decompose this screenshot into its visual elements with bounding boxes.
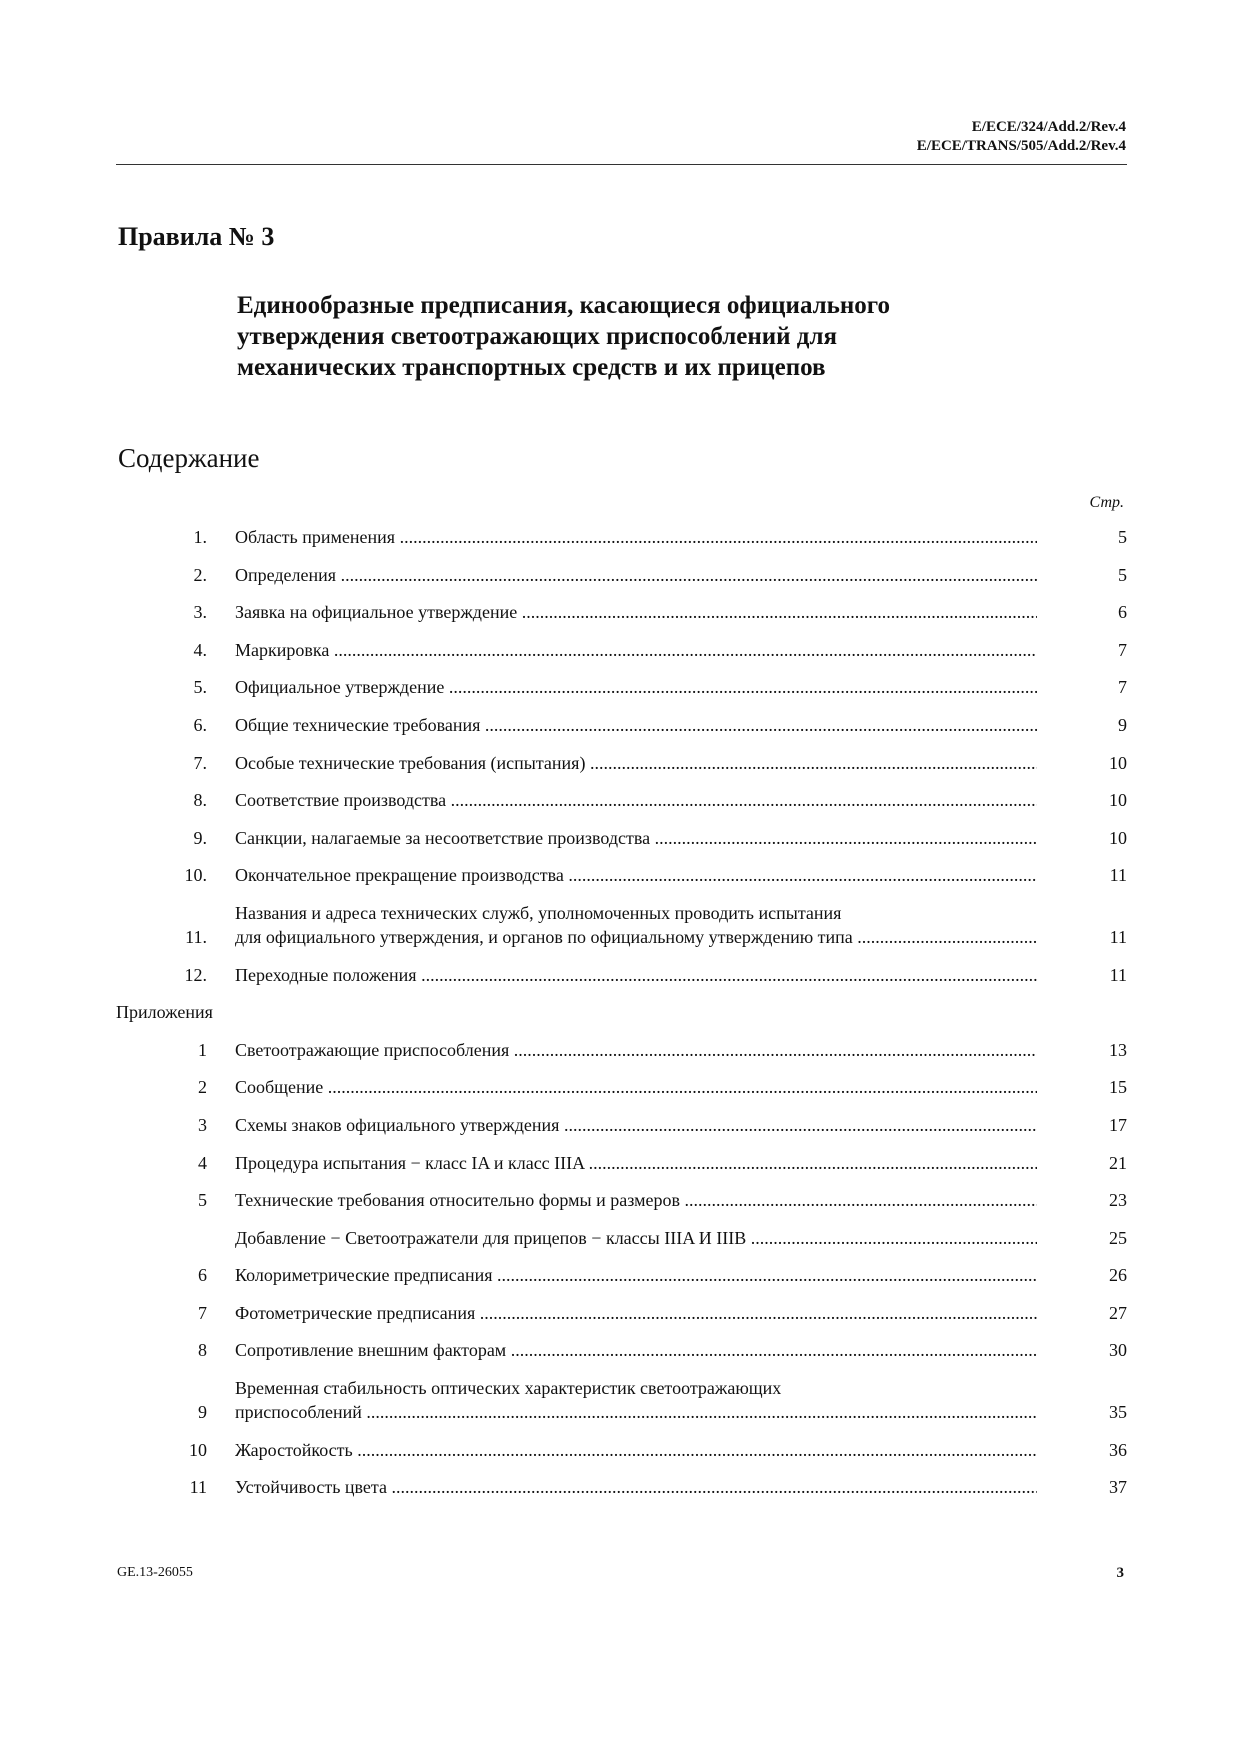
toc-page: 5 xyxy=(1118,527,1127,547)
toc-row[interactable] xyxy=(116,963,1127,987)
annex-row[interactable] xyxy=(116,1151,1127,1175)
toc-row[interactable] xyxy=(116,563,1127,587)
toc-number: 7. xyxy=(193,752,207,773)
annex-title xyxy=(235,1376,1037,1424)
toc-page: 6 xyxy=(1118,602,1127,623)
table-of-contents xyxy=(116,525,1127,1513)
annex-page: 36 xyxy=(1109,1439,1127,1460)
toc-row[interactable] xyxy=(116,525,1127,549)
annex-title-line-2: приспособлений ..... xyxy=(235,1400,1037,1424)
annex-row[interactable] xyxy=(116,1226,1127,1250)
toc-row[interactable] xyxy=(116,788,1127,812)
annex-title: Процедура испытания − класс IA и класс IIIA ..... xyxy=(235,1151,1037,1175)
annex-number: 6 xyxy=(198,1265,207,1286)
toc-title: Переходные положения ..... xyxy=(235,963,1037,987)
annex-number: 7 xyxy=(198,1302,207,1323)
toc-title-line-1: Названия и адреса технических служб, уполномоченных проводить испытания xyxy=(235,902,842,923)
annex-row[interactable] xyxy=(116,1301,1127,1325)
annex-page: 26 xyxy=(1109,1265,1127,1286)
toc-page: 7 xyxy=(1118,639,1127,660)
annex-title: Фотометрические предписания ..... xyxy=(235,1301,1037,1325)
toc-title: Санкции, налагаемые за несоответствие производства ..... xyxy=(235,826,1037,850)
toc-page: 7 xyxy=(1118,677,1127,698)
annex-number: 5 xyxy=(198,1190,207,1211)
annex-number: 8 xyxy=(198,1340,207,1361)
annex-title: Светоотражающие приспособления ..... xyxy=(235,1038,1037,1062)
toc-row[interactable] xyxy=(116,675,1127,699)
document-symbol-1: E/ECE/324/Add.2/Rev.4 xyxy=(971,119,1126,135)
annex-title: Колориметрические предписания ..... xyxy=(235,1263,1037,1287)
annex-row[interactable] xyxy=(116,1475,1127,1499)
toc-page: 10 xyxy=(1109,790,1127,811)
toc-title: Соответствие производства ..... xyxy=(235,788,1037,812)
annex-row[interactable] xyxy=(116,1338,1127,1362)
toc-title: Маркировка ..... xyxy=(235,638,1037,662)
toc-title: Определения ..... xyxy=(235,563,1037,587)
annex-number: 2 xyxy=(198,1077,207,1098)
toc-number: 8. xyxy=(193,790,207,811)
toc-number: 5. xyxy=(193,677,207,698)
toc-row[interactable] xyxy=(116,600,1127,624)
annex-title-line-1: Временная стабильность оптических характеристик светоотражающих xyxy=(235,1378,782,1399)
annex-row[interactable] xyxy=(116,1376,1127,1424)
annex-row[interactable] xyxy=(116,1038,1127,1062)
toc-number: 3. xyxy=(193,602,207,623)
job-number: GE.13-26055 xyxy=(117,1565,193,1580)
annex-number: 4 xyxy=(198,1152,207,1173)
toc-number: 12. xyxy=(184,964,207,985)
toc-title: Заявка на официальное утверждение ..... xyxy=(235,600,1037,624)
annex-title: Схемы знаков официального утверждения ..... xyxy=(235,1113,1037,1137)
toc-page: 11 xyxy=(1109,926,1127,947)
toc-page: 10 xyxy=(1109,752,1127,773)
toc-number: 4. xyxy=(193,639,207,660)
annex-page: 23 xyxy=(1109,1190,1127,1211)
toc-number: 10. xyxy=(184,865,207,886)
toc-row[interactable] xyxy=(116,713,1127,737)
header-divider xyxy=(116,164,1127,165)
toc-number: 6. xyxy=(193,714,207,735)
annex-page: 25 xyxy=(1109,1227,1127,1248)
annex-title: Устойчивость цвета ..... xyxy=(235,1475,1037,1499)
annex-page: 21 xyxy=(1109,1152,1127,1173)
annex-page: 15 xyxy=(1109,1077,1127,1098)
annex-row[interactable] xyxy=(116,1438,1127,1462)
page-column-label: Стр. xyxy=(1089,494,1124,511)
annex-title: Сопротивление внешним факторам ..... xyxy=(235,1338,1037,1362)
rule-title: Правила № 3 xyxy=(118,222,275,251)
annex-row[interactable] xyxy=(116,1188,1127,1212)
annex-page: 35 xyxy=(1109,1402,1127,1423)
annex-title: Технические требования относительно формы и размеров ..... xyxy=(235,1188,1037,1212)
annex-page: 27 xyxy=(1109,1302,1127,1323)
toc-title: Область применения ..... xyxy=(235,525,1037,549)
annex-title: Добавление − Светоотражатели для прицепов − классы IIIA И IIIB ..... xyxy=(235,1226,1037,1250)
annex-row[interactable] xyxy=(116,1113,1127,1137)
toc-page: 10 xyxy=(1109,827,1127,848)
toc-page: 9 xyxy=(1118,714,1127,735)
toc-number: 11. xyxy=(185,926,207,947)
contents-title: Содержание xyxy=(118,443,260,473)
annex-row[interactable] xyxy=(116,1263,1127,1287)
annex-number: 1 xyxy=(198,1039,207,1060)
annexes-label: Приложения xyxy=(116,1002,213,1023)
subtitle: Единообразные предписания, касающиеся официального утверждения светоотражающих приспособлений для механических транспортных средств и их прицепов xyxy=(237,292,891,381)
toc-title: Общие технические требования ..... xyxy=(235,713,1037,737)
page-number: 3 xyxy=(1116,1565,1124,1581)
annex-number: 10 xyxy=(189,1439,207,1460)
toc-number: 1. xyxy=(193,527,207,547)
toc-row[interactable] xyxy=(116,638,1127,662)
toc-title xyxy=(235,901,1037,949)
annex-title: Сообщение ..... xyxy=(235,1075,1037,1099)
annex-page: 37 xyxy=(1109,1477,1127,1498)
toc-number: 2. xyxy=(193,564,207,585)
document-symbol xyxy=(917,118,1126,156)
annex-title: Жаростойкость ..... xyxy=(235,1438,1037,1462)
annex-row[interactable] xyxy=(116,1075,1127,1099)
annex-page: 13 xyxy=(1109,1039,1127,1060)
toc-title: Особые технические требования (испытания) ..... xyxy=(235,751,1037,775)
annex-number: 11 xyxy=(189,1477,207,1498)
document-symbol-2: E/ECE/TRANS/505/Add.2/Rev.4 xyxy=(916,138,1126,154)
annex-page: 17 xyxy=(1109,1114,1127,1135)
toc-row[interactable] xyxy=(116,863,1127,887)
toc-page: 5 xyxy=(1118,564,1127,585)
toc-title: Окончательное прекращение производства ..... xyxy=(235,863,1037,887)
toc-row[interactable] xyxy=(116,751,1127,775)
annex-number: 9 xyxy=(198,1402,207,1423)
toc-number: 9. xyxy=(193,827,207,848)
toc-page: 11 xyxy=(1109,865,1127,886)
toc-title-line-2: для официального утверждения, и органов по официальному утверждению типа ..... xyxy=(235,925,1037,949)
annex-number: 3 xyxy=(198,1114,207,1135)
toc-page: 11 xyxy=(1109,964,1127,985)
toc-row[interactable] xyxy=(116,901,1127,949)
annex-page: 30 xyxy=(1109,1340,1127,1361)
toc-title: Официальное утверждение ..... xyxy=(235,675,1037,699)
toc-row[interactable] xyxy=(116,826,1127,850)
